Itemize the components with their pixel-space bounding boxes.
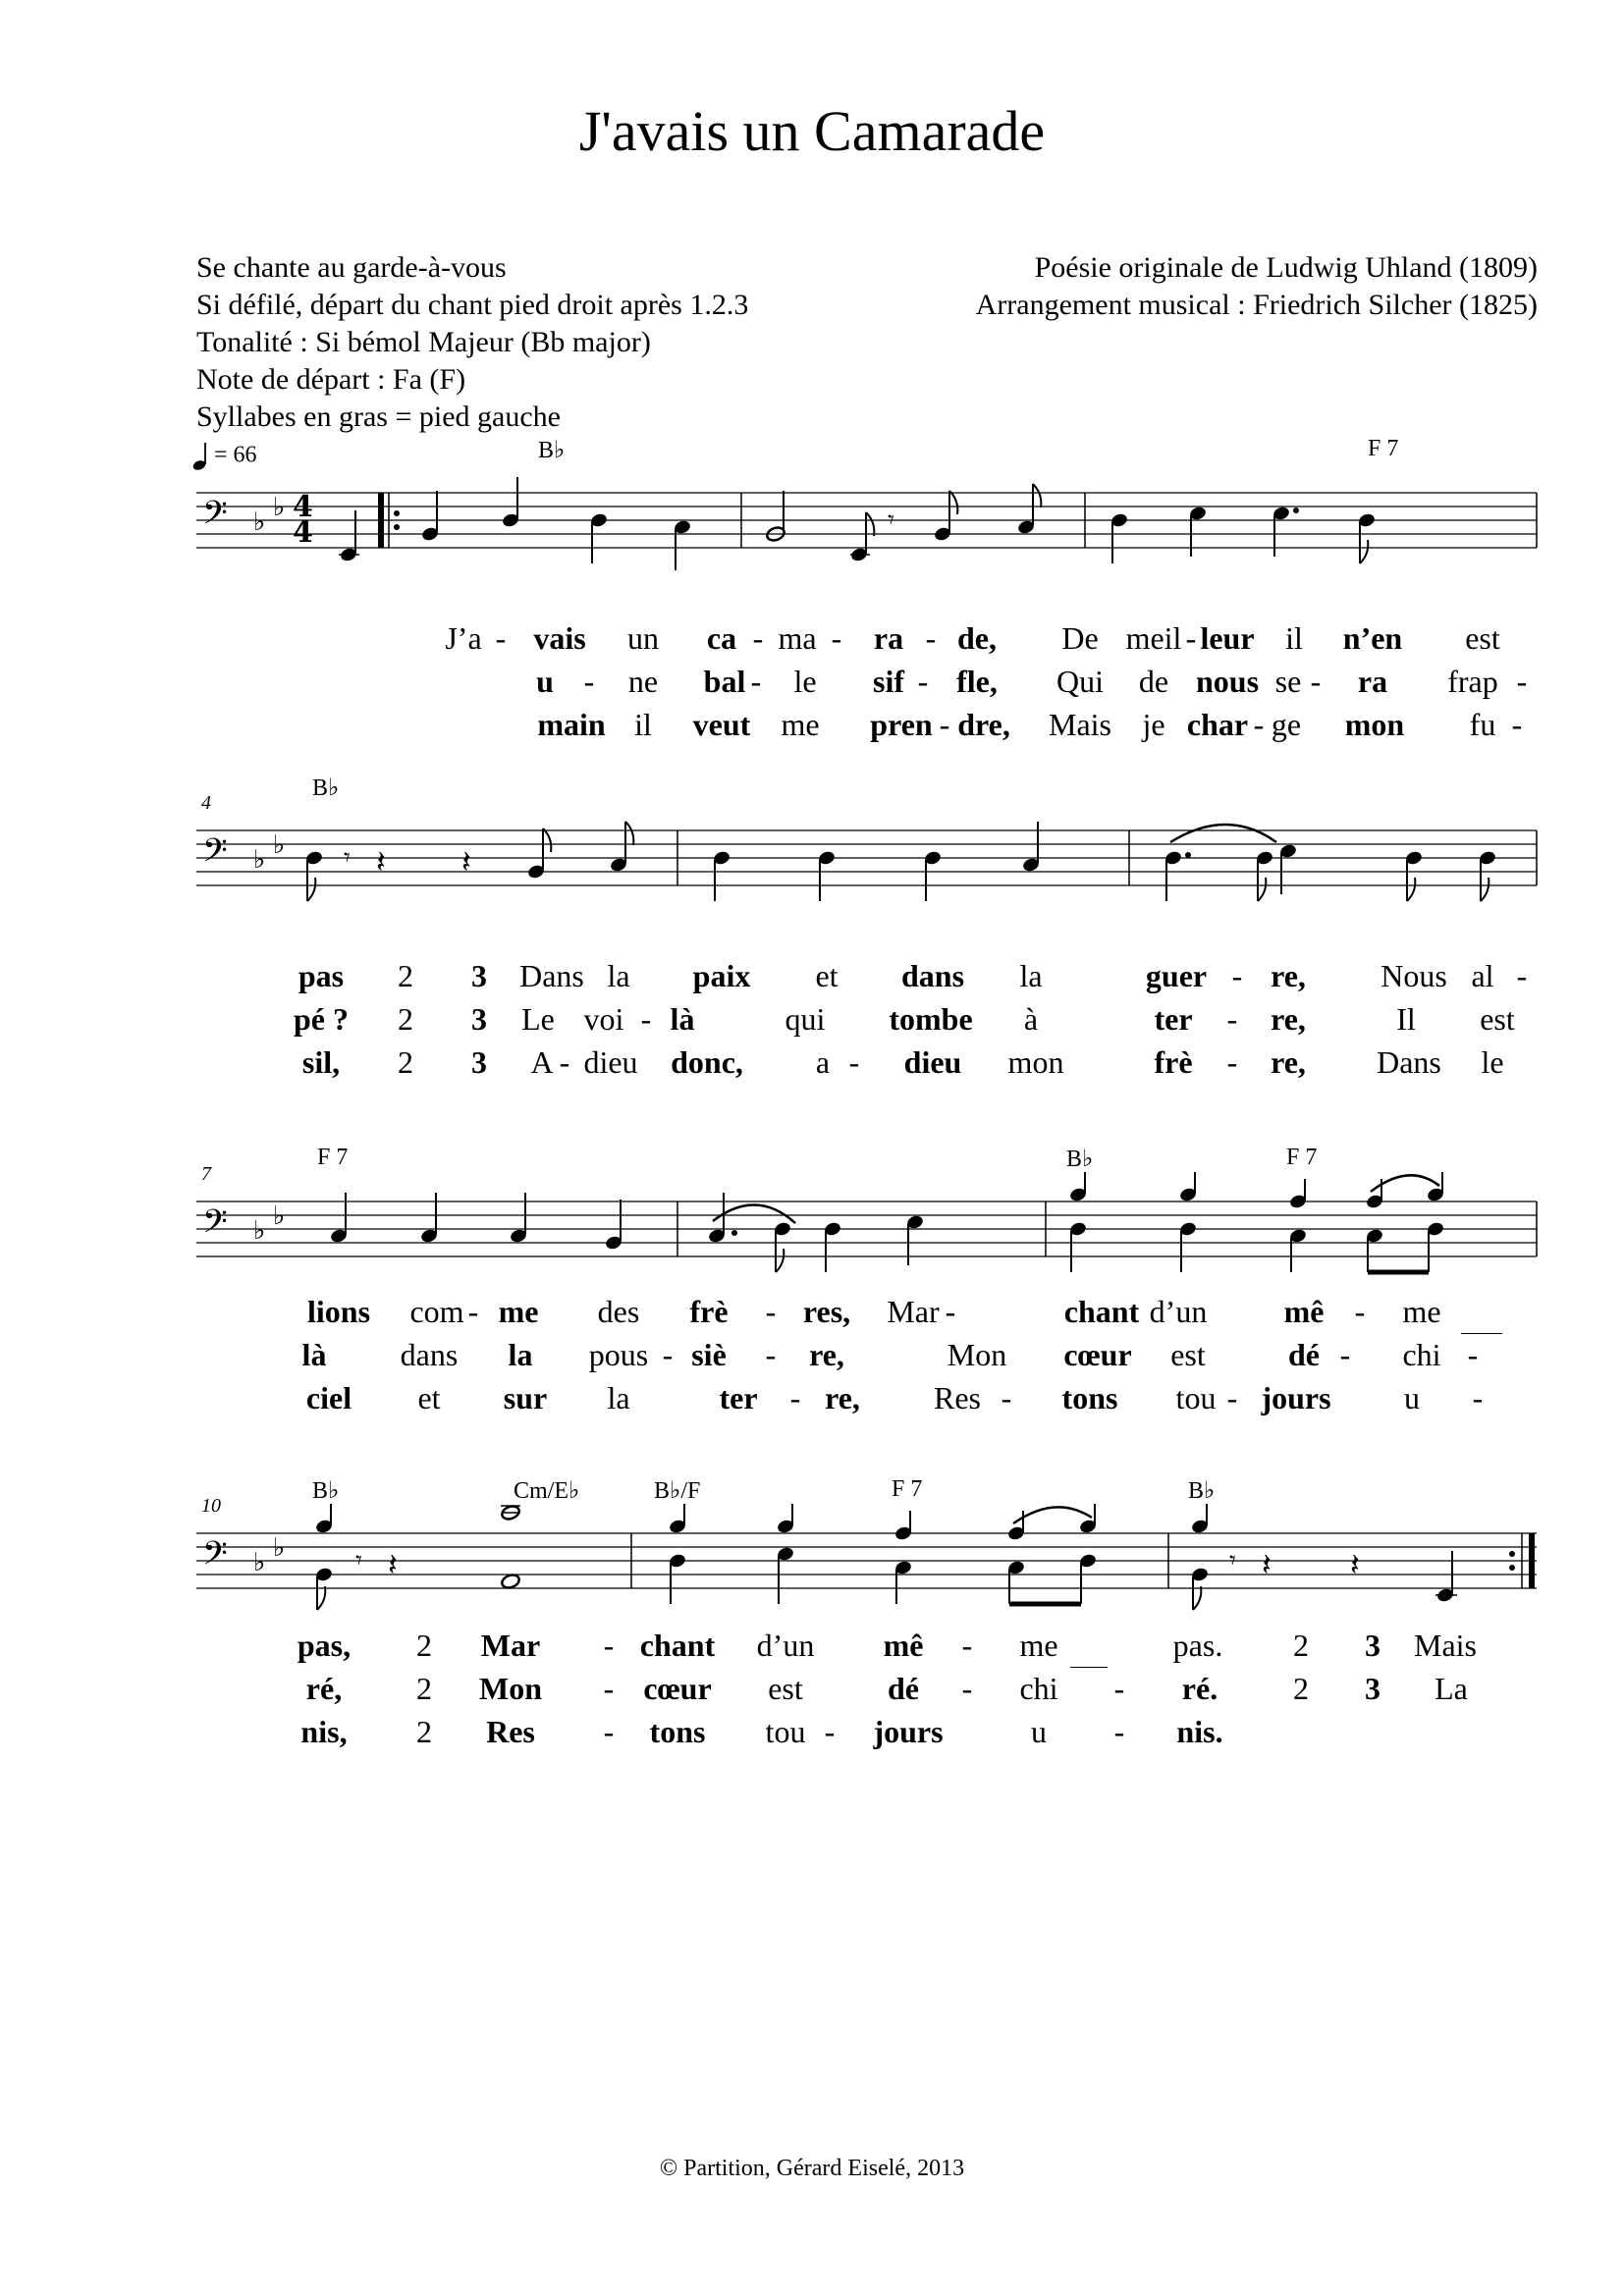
- system-4-notation: [202, 1504, 1532, 1610]
- note: [304, 850, 323, 901]
- lyric-syllable: est: [768, 1671, 803, 1706]
- lyric-syllable: tombe: [889, 1001, 973, 1037]
- note: [1164, 850, 1191, 901]
- lyric-syllable: re,: [825, 1380, 860, 1415]
- flat-icon: ♭: [253, 1216, 266, 1246]
- chord-symbol: F 7: [1368, 436, 1399, 461]
- lyric-syllable: -: [1354, 1294, 1366, 1329]
- chord-symbol: B♭: [1188, 1478, 1216, 1504]
- lyric-syllable: meil: [1125, 620, 1182, 656]
- lyric-syllable: re,: [1271, 958, 1306, 993]
- credits: [976, 249, 1538, 324]
- note: [1110, 512, 1128, 563]
- lyric-syllable: nous: [1195, 664, 1260, 699]
- lyric-syllable: Mar: [480, 1628, 541, 1663]
- staff-system-2: [0, 792, 1624, 917]
- note: [609, 822, 633, 873]
- system-3-notation: [202, 1172, 1537, 1272]
- lyric-syllable: il: [1285, 620, 1303, 656]
- lyric-syllable: est: [1465, 620, 1500, 656]
- lyric-syllable: dre,: [957, 707, 1010, 742]
- lyric-syllable: mon: [1007, 1044, 1064, 1080]
- lyric-syllable: lions: [306, 1294, 371, 1329]
- lyric-syllable: bal: [703, 664, 746, 699]
- lyric-syllable: 3: [471, 958, 487, 993]
- copyright: © Partition, Gérard Eiselé, 2013: [659, 2156, 965, 2181]
- lyric-syllable: al: [1471, 958, 1494, 993]
- lyric-syllable: pas,: [297, 1628, 352, 1663]
- chord-note: [1006, 1511, 1025, 1604]
- chord-symbol: F 7: [892, 1476, 923, 1502]
- chord-symbol: F 7: [1286, 1145, 1318, 1170]
- lyric-syllable: pous: [588, 1337, 649, 1372]
- note: [419, 1193, 438, 1244]
- note: [1188, 506, 1207, 557]
- lyric-syllable: mon: [1344, 707, 1405, 742]
- lyric-syllable: et: [815, 958, 839, 993]
- rest-icon: 𝄾: [344, 843, 351, 873]
- lyric-syllable: leur: [1200, 620, 1255, 656]
- lyric-syllable: -: [640, 1001, 652, 1037]
- note-line: Tonalité : Si bémol Majeur (Bb major): [196, 326, 651, 358]
- lyric-syllable: -: [765, 1294, 777, 1329]
- chord-symbol: Cm/E♭: [514, 1478, 580, 1504]
- lyric-syllable: le: [1481, 1044, 1504, 1080]
- lyric-syllable: re,: [1271, 1044, 1306, 1080]
- lyric-syllable: frè: [689, 1294, 729, 1329]
- note: [765, 491, 785, 543]
- lyric-syllable: ciel: [305, 1380, 352, 1415]
- lyric-syllable: là: [301, 1337, 327, 1372]
- lyric-syllable: Dans: [519, 958, 584, 993]
- lyric-syllable: u: [1031, 1714, 1047, 1749]
- lyric-syllable: cœur: [1063, 1337, 1132, 1372]
- slur: [713, 1204, 795, 1223]
- lyric-syllable: -: [789, 1380, 801, 1415]
- bass-clef-icon: 𝄢: [202, 495, 228, 540]
- time-signature-top: 4: [293, 490, 313, 524]
- lyric-syllable: me: [1402, 1294, 1441, 1329]
- bass-clef-icon: 𝄢: [202, 1535, 228, 1580]
- lyric-syllable: -: [1113, 1714, 1125, 1749]
- note: [817, 850, 836, 901]
- lyric-syllable: ra: [1357, 664, 1388, 699]
- lyric-syllable: fle,: [956, 664, 998, 699]
- chord-note: [776, 1504, 794, 1604]
- lyric-syllable: fu: [1469, 707, 1496, 742]
- lyric-syllable: 2: [398, 1044, 413, 1080]
- lyric-syllable: -: [1516, 958, 1528, 993]
- measure-number: 10: [201, 1495, 221, 1517]
- lyric-syllable: 2: [398, 958, 413, 993]
- staff-system-4: [0, 1495, 1624, 1620]
- lyric-syllable: com: [409, 1294, 464, 1329]
- lyric-syllable: tons: [649, 1714, 706, 1749]
- lyric-syllable: nis,: [300, 1714, 348, 1749]
- note: [420, 491, 439, 542]
- lyric-syllable: dé: [888, 1671, 919, 1706]
- flat-icon: ♭: [273, 1533, 286, 1563]
- lyric-syllable: tons: [1061, 1380, 1118, 1415]
- lyric-syllable: dans: [400, 1337, 459, 1372]
- lyric-syllable: d’un: [756, 1628, 815, 1663]
- lyric-syllable: 2: [416, 1628, 432, 1663]
- staff-system-3: [0, 1163, 1624, 1288]
- lyric-syllable: -: [961, 1671, 973, 1706]
- lyric-syllable: jours: [1261, 1380, 1331, 1415]
- note: [712, 850, 731, 901]
- lyric-syllable: -: [939, 707, 950, 742]
- lyric-syllable: -: [1516, 664, 1528, 699]
- lyric-syllable: -: [925, 620, 937, 656]
- note: [589, 512, 608, 563]
- lyric-syllable: main: [537, 707, 606, 742]
- flat-icon: ♭: [273, 1201, 286, 1231]
- lyric-syllable: -: [917, 664, 929, 699]
- lyric-syllable: mê: [883, 1628, 924, 1663]
- lyric-syllable: re,: [809, 1337, 844, 1372]
- flat-icon: ♭: [273, 830, 286, 860]
- note: [329, 1193, 348, 1244]
- lyric-syllable: chi: [1402, 1337, 1441, 1372]
- lyric-syllable: -: [831, 620, 842, 656]
- lyric-syllable: -: [1511, 707, 1523, 742]
- bass-clef-icon: 𝄢: [202, 832, 228, 878]
- lyric-syllable: des: [597, 1294, 640, 1329]
- note: [1255, 850, 1273, 901]
- chord-symbol: B♭: [538, 438, 566, 463]
- lyric-syllable: A: [530, 1044, 554, 1080]
- note: [773, 1221, 791, 1272]
- lyric-syllable: -: [583, 664, 595, 699]
- note-line: Se chante au garde-à-vous: [196, 251, 507, 284]
- lyric-syllable: pas: [298, 958, 345, 993]
- lyric-syllable: à: [1023, 1001, 1039, 1037]
- chord-symbol: B♭: [312, 1478, 340, 1504]
- lyric-syllable: -: [603, 1714, 615, 1749]
- lyric-syllable: la: [607, 1380, 630, 1415]
- chord-symbol: B♭: [1066, 1147, 1094, 1172]
- performance-notes: [196, 249, 748, 436]
- lyric-syllable: J’a: [445, 620, 482, 656]
- lyric-syllable: chant: [1063, 1294, 1140, 1329]
- note: [1021, 822, 1040, 873]
- rest-icon: 𝄽: [376, 843, 386, 881]
- lyric-syllable: -: [1339, 1337, 1351, 1372]
- lyric-syllable: ca: [706, 620, 737, 656]
- note: [339, 510, 359, 562]
- lyric-syllable: res,: [802, 1294, 851, 1329]
- note: [509, 1193, 527, 1244]
- lyric-syllable: -: [961, 1628, 973, 1663]
- staff-lines: [196, 1201, 1537, 1256]
- lyric-syllable: -: [1226, 1044, 1238, 1080]
- lyric-syllable: siè: [691, 1337, 727, 1372]
- lyric-syllable: -: [1467, 1337, 1479, 1372]
- system-2-notation: [202, 822, 1537, 901]
- rest-icon: 𝄽: [388, 1546, 398, 1583]
- note: [1435, 1551, 1457, 1603]
- lyric-syllable: 2: [1293, 1671, 1309, 1706]
- lyric-syllable: me: [1019, 1628, 1058, 1663]
- lyric-syllable: -: [765, 1337, 777, 1372]
- lyric-syllable: -: [1226, 1001, 1238, 1037]
- lyric-syllable: Le: [521, 1001, 555, 1037]
- note: [1272, 506, 1299, 557]
- lyric-syllable: est: [1480, 1001, 1515, 1037]
- lyric-syllable: sur: [503, 1380, 548, 1415]
- lyric-syllable: là: [670, 1001, 695, 1037]
- note: [1357, 512, 1376, 563]
- note: [1404, 850, 1423, 901]
- lyric-syllable: la: [607, 958, 630, 993]
- lyric-syllable: Mais: [1049, 707, 1111, 742]
- flat-icon: ♭: [253, 845, 266, 875]
- lyric-syllable: je: [1142, 707, 1165, 742]
- lyric-syllable: sil,: [301, 1044, 341, 1080]
- lyric-syllable: mê: [1283, 1294, 1325, 1329]
- lyric-syllable: a: [815, 1044, 831, 1080]
- lyric-syllable: pas.: [1172, 1628, 1223, 1663]
- chord-note: [1178, 1172, 1197, 1272]
- lyric-syllable: -: [559, 1044, 570, 1080]
- lyric-syllable: n’en: [1342, 620, 1403, 656]
- lyric-syllable: guer: [1145, 958, 1208, 993]
- lyric-syllable: -: [848, 1044, 860, 1080]
- lyric-syllable: Mon: [947, 1337, 1007, 1372]
- rest-icon: 𝄽: [461, 843, 471, 881]
- lyric-syllable: il: [634, 707, 652, 742]
- credit-line: Poésie originale de Ludwig Uhland (1809): [1034, 251, 1538, 284]
- system-1-notation: [202, 477, 1537, 570]
- page-title: J'avais un Camarade: [578, 99, 1046, 163]
- lyric-syllable: de,: [957, 620, 997, 656]
- lyric-syllable: -: [750, 664, 762, 699]
- lyric-syllable: vais: [533, 620, 586, 656]
- lyric-syllable: 3: [471, 1044, 487, 1080]
- flat-icon: ♭: [253, 1548, 266, 1577]
- lyric-syllable: se: [1274, 664, 1302, 699]
- lyric-syllable: Res: [486, 1714, 535, 1749]
- lyric-syllable: Mon: [479, 1671, 542, 1706]
- note: [1478, 850, 1496, 901]
- lyric-syllable: Qui: [1056, 664, 1104, 699]
- lyric-syllable: ge: [1271, 707, 1302, 742]
- chord-symbol: F 7: [317, 1145, 349, 1170]
- lyric-syllable: -: [1185, 620, 1197, 656]
- lyric-syllable: re,: [1271, 1001, 1306, 1037]
- chord-symbol: B♭/F: [654, 1478, 701, 1504]
- staff-system-1: [0, 461, 1624, 579]
- lyric-syllable: -: [662, 1337, 674, 1372]
- lyric-syllable: 3: [1365, 1671, 1380, 1706]
- lyric-syllable: dieu: [583, 1044, 638, 1080]
- lyric-syllable: ter: [1154, 1001, 1193, 1037]
- rest-icon: 𝄽: [1262, 1546, 1272, 1583]
- lyric-syllable: Nous: [1380, 958, 1447, 993]
- lyric-syllable: ne: [627, 664, 659, 699]
- lyric-syllable: pé ?: [294, 1001, 349, 1037]
- chord-note: [314, 1504, 333, 1610]
- lyric-syllable: -: [1226, 1380, 1238, 1415]
- lyric-syllable: nis.: [1176, 1714, 1223, 1749]
- lyric-syllable: 3: [1365, 1628, 1380, 1663]
- lyric-syllable: jours: [873, 1714, 944, 1749]
- slur: [1170, 825, 1276, 842]
- lyric-syllable: u: [536, 664, 554, 699]
- lyric-syllable: -: [1231, 958, 1243, 993]
- rest-icon: 𝄾: [888, 506, 894, 535]
- chord-symbol: B♭: [312, 775, 340, 801]
- lyric-syllable: u: [1404, 1380, 1420, 1415]
- lyric-syllable: pren: [870, 707, 933, 742]
- lyric-syllable: de: [1138, 664, 1169, 699]
- lyric-syllable: veut: [692, 707, 751, 742]
- chord-note: [668, 1504, 686, 1604]
- bass-clef-icon: 𝄢: [202, 1203, 228, 1249]
- lyric-syllable: char: [1186, 707, 1249, 742]
- lyric-syllable: voi: [583, 1001, 624, 1037]
- note: [923, 850, 942, 901]
- lyric-syllable: Dans: [1377, 1044, 1441, 1080]
- chord-note: [1365, 1179, 1383, 1272]
- lyric-syllable: ma: [778, 620, 817, 656]
- lyric-syllable: d’un: [1149, 1294, 1208, 1329]
- note: [1016, 484, 1041, 535]
- lyric-syllable: Mar: [887, 1294, 940, 1329]
- lyric-syllable: donc,: [671, 1044, 743, 1080]
- note-line: Syllabes en gras = pied gauche: [196, 400, 561, 433]
- lyric-syllable: me: [781, 707, 820, 742]
- lyric-syllable: frè: [1154, 1044, 1193, 1080]
- lyric-extender: [1070, 1667, 1108, 1668]
- lyric-syllable: -: [1001, 1380, 1012, 1415]
- lyric-syllable: la: [508, 1337, 533, 1372]
- note: [501, 477, 519, 528]
- lyric-syllable: est: [1170, 1337, 1206, 1372]
- lyric-syllable: qui: [785, 1001, 826, 1037]
- lyric-syllable: chi: [1019, 1671, 1058, 1706]
- lyric-syllable: cœur: [643, 1671, 712, 1706]
- lyric-extender: [1461, 1333, 1502, 1334]
- note-line: Si défilé, départ du chant pied droit après 1.2.3: [196, 289, 749, 321]
- tempo-value: = 66: [214, 442, 257, 468]
- note: [905, 1214, 924, 1265]
- lyric-syllable: -: [1113, 1671, 1125, 1706]
- flat-icon: ♭: [273, 493, 286, 522]
- measure-number: 7: [201, 1163, 211, 1185]
- note: [823, 1221, 841, 1272]
- lyric-syllable: -: [945, 1294, 956, 1329]
- measure-number: 4: [201, 792, 211, 814]
- note: [707, 1193, 737, 1244]
- lyric-syllable: -: [1253, 707, 1265, 742]
- lyric-syllable: -: [467, 1294, 479, 1329]
- rest-icon: 𝄽: [1350, 1546, 1360, 1583]
- lyric-syllable: sif: [873, 664, 904, 699]
- lyric-syllable: Mais: [1414, 1628, 1477, 1663]
- lyric-syllable: dans: [900, 958, 965, 993]
- lyric-syllable: -: [1310, 664, 1322, 699]
- note: [604, 1200, 623, 1251]
- time-signature-bottom: 4: [293, 515, 313, 550]
- lyric-syllable: La: [1435, 1671, 1468, 1706]
- lyric-syllable: -: [1472, 1380, 1484, 1415]
- lyric-syllable: -: [603, 1628, 615, 1663]
- lyric-syllable: dieu: [903, 1044, 962, 1080]
- chord-note: [1426, 1172, 1444, 1272]
- note: [1278, 843, 1297, 894]
- lyric-syllable: frap: [1447, 664, 1498, 699]
- lyric-syllable: ré.: [1181, 1671, 1218, 1706]
- chord-note: [1068, 1172, 1087, 1272]
- lyric-syllable: -: [495, 620, 507, 656]
- lyric-syllable: 2: [398, 1001, 413, 1037]
- chord-note: [893, 1511, 912, 1604]
- lyric-syllable: me: [498, 1294, 539, 1329]
- lyric-syllable: paix: [692, 958, 751, 993]
- lyric-syllable: ré,: [305, 1671, 343, 1706]
- lyric-syllable: Res: [934, 1380, 981, 1415]
- staff-lines: [196, 830, 1537, 885]
- chord-note: [1288, 1179, 1307, 1272]
- rest-icon: 𝄾: [355, 1546, 362, 1575]
- lyric-syllable: un: [627, 620, 659, 656]
- flat-icon: ♭: [253, 507, 266, 537]
- lyric-syllable: 3: [471, 1001, 487, 1037]
- lyric-syllable: 2: [1293, 1628, 1309, 1663]
- lyric-syllable: tou: [1175, 1380, 1217, 1415]
- lyric-syllable: dé: [1288, 1337, 1320, 1372]
- lyric-syllable: -: [752, 620, 764, 656]
- lyric-syllable: De: [1061, 620, 1099, 656]
- lyric-syllable: 2: [416, 1671, 432, 1706]
- note-line: Note de départ : Fa (F): [196, 363, 466, 396]
- lyric-syllable: et: [417, 1380, 441, 1415]
- lyric-syllable: Il: [1396, 1001, 1416, 1037]
- chord-note: [1078, 1504, 1097, 1604]
- chord-note: [1190, 1504, 1209, 1610]
- credit-line: Arrangement musical : Friedrich Silcher (1825): [975, 289, 1538, 321]
- lyric-syllable: tou: [765, 1714, 806, 1749]
- lyric-syllable: -: [603, 1671, 615, 1706]
- lyric-syllable: ra: [873, 620, 904, 656]
- lyric-syllable: -: [824, 1714, 836, 1749]
- note: [673, 519, 691, 570]
- lyric-syllable: ter: [719, 1380, 758, 1415]
- slur: [1013, 1507, 1092, 1523]
- lyric-syllable: la: [1019, 958, 1043, 993]
- lyric-syllable: 2: [416, 1714, 432, 1749]
- lyric-syllable: chant: [639, 1628, 716, 1663]
- rest-icon: 𝄾: [1229, 1546, 1236, 1575]
- lyric-syllable: le: [793, 664, 817, 699]
